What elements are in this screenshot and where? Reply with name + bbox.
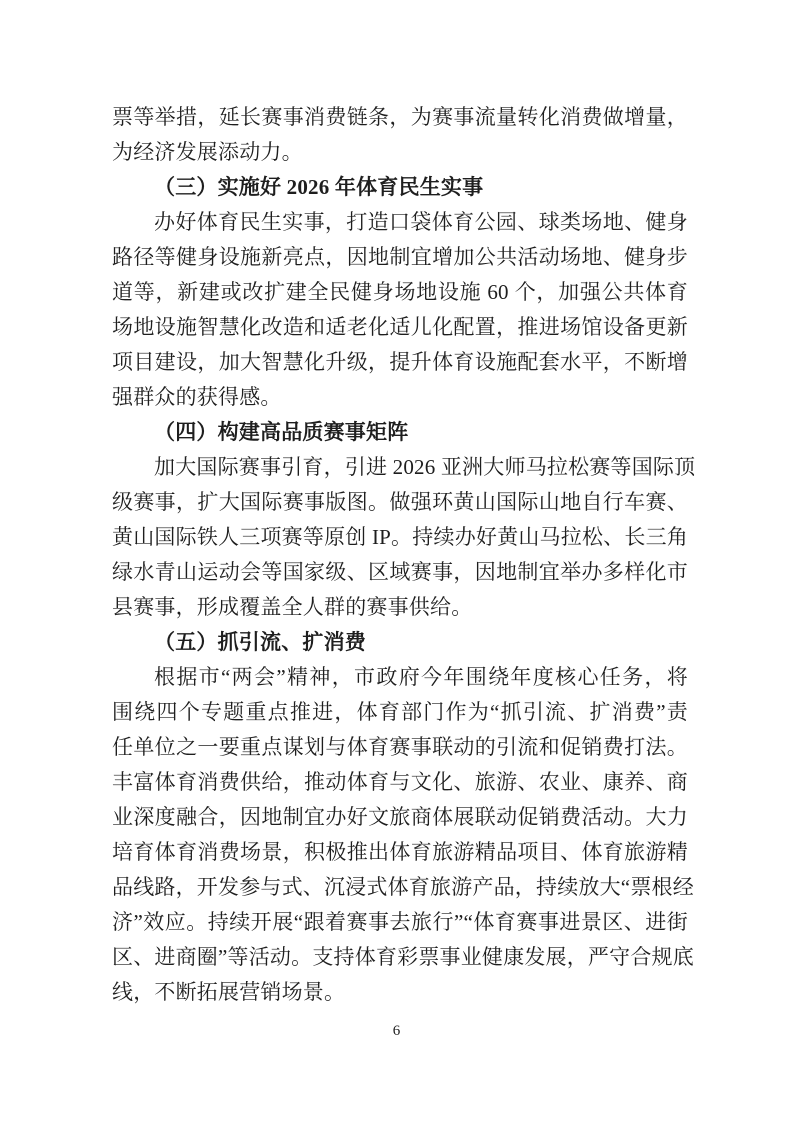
text-line: 为经济发展添动力。 xyxy=(112,140,303,164)
text-line: 加大国际赛事引育，引进 2026 亚洲大师马拉松赛等国际顶 xyxy=(154,455,696,479)
text-line: 线，不断拓展营销场景。 xyxy=(112,980,346,1004)
section-heading-three: （三）实施好 2026 年体育民生实事 xyxy=(154,175,484,199)
text-line: 黄山国际铁人三项赛等原创 IP。持续办好黄山马拉松、长三角 xyxy=(112,525,688,549)
text-line: 区、进商圈”等活动。支持体育彩票事业健康发展，严守合规底 xyxy=(112,945,694,969)
page-number: 6 xyxy=(392,1023,401,1039)
text-line: 业深度融合，因地制宜办好文旅商体展联动促销费活动。大力 xyxy=(112,805,688,829)
text-line: 路径等健身设施新亮点，因地制宜增加公共活动场地、健身步 xyxy=(112,245,688,269)
text-line: 道等，新建或改扩建全民健身场地设施 60 个，加强公共体育 xyxy=(112,280,688,304)
text-line: 强群众的获得感。 xyxy=(112,385,282,409)
page-body-text xyxy=(112,100,696,1010)
text-line: 县赛事，形成覆盖全人群的赛事供给。 xyxy=(112,595,473,619)
text-line: 办好体育民生实事，打造口袋体育公园、球类场地、健身 xyxy=(154,210,688,234)
text-line: 根据市“两会”精神，市政府今年围绕年度核心任务，将 xyxy=(154,665,688,689)
text-line: 场地设施智慧化改造和适老化适儿化配置，推进场馆设备更新 xyxy=(112,315,688,339)
text-line: 丰富体育消费供给，推动体育与文化、旅游、农业、康养、商 xyxy=(112,770,688,794)
text-line: 围绕四个专题重点推进，体育部门作为“抓引流、扩消费”责 xyxy=(112,700,688,724)
section-four xyxy=(112,415,696,625)
section-five xyxy=(112,625,694,1010)
text-line: 级赛事，扩大国际赛事版图。做强环黄山国际山地自行车赛、 xyxy=(112,490,688,514)
section-heading-five: （五）抓引流、扩消费 xyxy=(154,630,366,654)
paragraph-continuation xyxy=(112,100,688,170)
text-line: 济”效应。持续开展“跟着赛事去旅行”“体育赛事进景区、进街 xyxy=(112,910,688,934)
text-line: 品线路，开发参与式、沉浸式体育旅游产品，持续放大“票根经 xyxy=(112,875,694,899)
text-line: 项目建设，加大智慧化升级，提升体育设施配套水平，不断增 xyxy=(112,350,688,374)
section-three xyxy=(112,170,688,415)
text-line: 票等举措，延长赛事消费链条，为赛事流量转化消费做增量， xyxy=(112,105,688,129)
text-line: 任单位之一要重点谋划与体育赛事联动的引流和促销费打法。 xyxy=(112,735,688,759)
text-line: 培育体育消费场景，积极推出体育旅游精品项目、体育旅游精 xyxy=(112,840,688,864)
text-line: 绿水青山运动会等国家级、区域赛事，因地制宜举办多样化市 xyxy=(112,560,688,584)
section-heading-four: （四）构建高品质赛事矩阵 xyxy=(154,420,409,444)
